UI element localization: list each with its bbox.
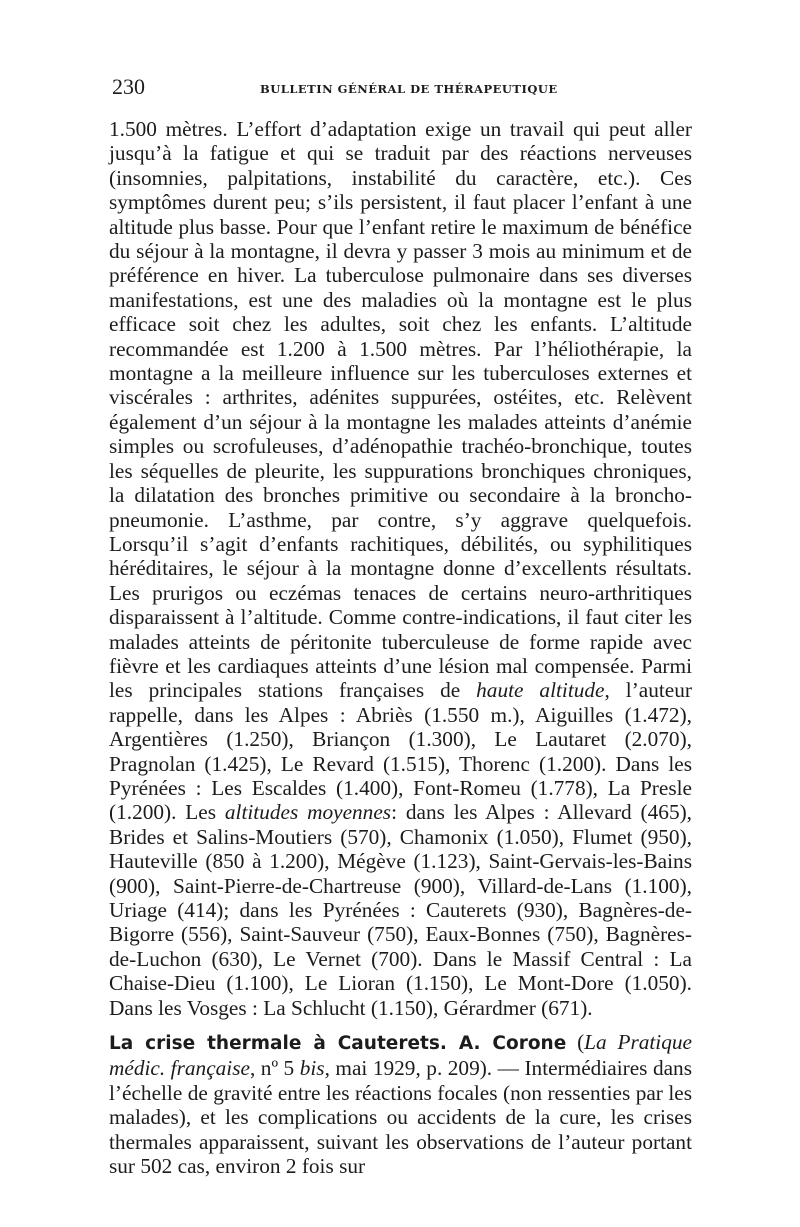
italic-haute-altitude: haute altitude (476, 678, 605, 703)
running-title: BULLETIN GÉNÉRAL DE THÉRAPEUTIQUE (260, 82, 558, 96)
paragraph-crise-thermale (109, 1030, 692, 1178)
paragraph-altitude-stations (109, 117, 692, 1020)
source-open-paren: ( (566, 1030, 585, 1055)
source-bis: bis (299, 1056, 325, 1081)
source-issue: , nº 5 (249, 1056, 300, 1081)
body-text (109, 117, 692, 1178)
paragraph2-text: , mai 1929, p. 209). — Intermédiaires dans l’échelle de gravité entre les réactions focales (non ressenties par les malades), et les complications ou accidents de la cure, les crises thermales apparaissent, suivant les observations de l’auteur portant sur 502 cas, environ 2 fois sur (109, 1056, 692, 1179)
source-journal: La Pratique médic. française (109, 1030, 692, 1081)
paragraph1-text-1: 1.500 mètres. L’effort d’adaptation exige un travail qui peut aller jusqu’à la fatigue et qui se traduit par des réactions nerveuses (insomnies, palpitations, instabilité du caractère, etc.). Ces symptômes durent peu; s’ils persistent, il faut placer l’enfant à une altitude plus basse. Pour que l’enfant retire le maximum de bénéfice du séjour à la montagne, il devra y passer 3 mois au minimum et de préférence en hiver. La tuberculose pulmonaire dans ses diverses manifestations, est une des maladies où la montagne est le plus efficace soit chez les adultes, soit chez les enfants. L’altitude recommandée est 1.200 à 1.500 mètres. Par l’héliothérapie, la montagne a la meilleure influence sur les tuberculoses externes et viscérales : arthrites, adénites suppurées, ostéites, etc. Relèvent également d’un séjour à la montagne les malades atteints d’anémie simples ou scrofuleuses, d’adénopathie trachéo-bronchique, toutes les séquelles de pleurite, les suppurations bronchiques chroniques, la dilatation des bronches primitive ou secondaire à la broncho-pneumonie. L’asthme, par contre, s’y aggrave quelquefois. Lorsqu’il s’agit d’enfants rachitiques, débilités, ou syphilitiques héréditaires, le séjour à la montagne donne d’excellents résultats. Les prurigos ou eczémas tenaces de certains neuro-arthritiques disparaissent à l’altitude. Comme contre-indications, il faut citer les malades atteints de péritonite tuberculeuse de forme rapide avec fièvre et les cardiaques atteints d’une lésion mal compensée. Parmi les principales stations françaises de (109, 117, 692, 703)
italic-altitudes-moyennes: altitudes moyennes (224, 800, 392, 825)
paragraph1-text-3: : dans les Alpes : Allevard (465), Brides et Salins-Moutiers (570), Chamonix (1.050), Flumet (950), Hauteville (850 à 1.200), Mégève (1.123), Saint-Gervais-les-Bains (900), Saint-Pierre-de-Chartreuse (900), Villard-de-Lans (1.100), Uriage (414); dans les Pyrénées : Cauterets (930), Bagnères-de-Bigorre (556), Saint-Sauveur (750), Eaux-Bonnes (750), Bagnères-de-Luchon (630), Le Vernet (700). Dans le Massif Central : La Chaise-Dieu (1.100), Le Lioran (1.150), Le Mont-Dore (1.050). Dans les Vosges : La Schlucht (1.150), Gérardmer (671). (109, 800, 693, 1020)
section-title: La crise thermale à Cauterets. A. Corone (109, 1033, 567, 1055)
page-number: 230 (112, 74, 145, 99)
paragraph1-text-2: , l’auteur rappelle, dans les Alpes : Abriès (1.550 m.), Aiguilles (1.472), Argentières (1.250), Briançon (1.300), Le Lautaret (2.070), Pragnolan (1.425), Le Revard (1.515), Thorenc (1.200). Dans les Pyrénées : Les Escaldes (1.400), Font-Romeu (1.778), La Presle (1.200). Les (109, 678, 692, 825)
page-header (100, 74, 700, 102)
